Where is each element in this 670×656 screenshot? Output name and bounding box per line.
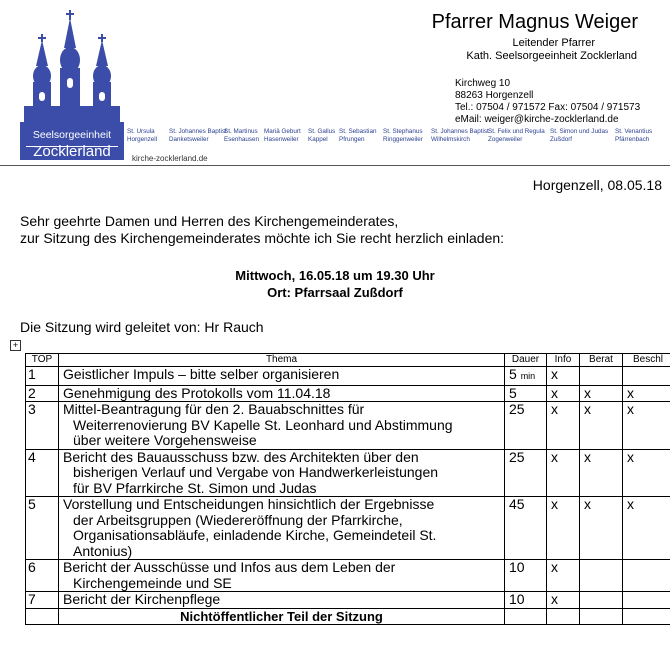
parish-item: St. Gallus Kappel bbox=[308, 128, 336, 143]
parish-item: St. Johannes Baptist Danketsweiler bbox=[169, 128, 227, 143]
topic-line: Antonius) bbox=[73, 542, 133, 559]
address-phone: Tel.: 07504 / 971572 Fax: 07504 / 971573 bbox=[455, 102, 641, 113]
berat-mark bbox=[580, 560, 623, 592]
info-mark: x bbox=[547, 367, 580, 386]
col-beschl: Beschl bbox=[623, 354, 670, 367]
duration bbox=[505, 497, 547, 560]
table-row bbox=[26, 385, 670, 402]
parish-item: St. Stephanus Ringgenweiler bbox=[383, 128, 423, 143]
duration-unit: min bbox=[520, 371, 536, 381]
duration bbox=[505, 560, 547, 592]
berat-mark: x bbox=[580, 497, 623, 560]
berat-mark: x bbox=[580, 385, 623, 402]
section-empty-cell bbox=[623, 608, 670, 625]
top-number: 3 bbox=[26, 402, 59, 450]
parish-item: St. Martinus Esenhausen bbox=[224, 128, 260, 143]
header-divider bbox=[0, 165, 670, 166]
top-number: 2 bbox=[26, 385, 59, 402]
topic-line: Genehmigung des Protokolls vom 11.04.18 bbox=[63, 384, 331, 401]
beschl-mark bbox=[623, 367, 670, 386]
table-move-handle-icon[interactable]: + bbox=[10, 340, 21, 351]
topic-text bbox=[59, 367, 505, 386]
topic-line: bisherigen Verlauf und Vergabe von Handwerkerleistungen bbox=[73, 464, 439, 480]
agenda-table bbox=[25, 353, 670, 625]
parish-item: St. Simon und Judas Zußdorf bbox=[550, 128, 609, 143]
section-empty-cell bbox=[547, 608, 580, 625]
topic-text bbox=[59, 385, 505, 402]
duration bbox=[505, 449, 547, 497]
top-number: 6 bbox=[26, 560, 59, 592]
top-number: 7 bbox=[26, 592, 59, 609]
table-row bbox=[26, 367, 670, 386]
info-mark: x bbox=[547, 402, 580, 450]
topic-text bbox=[59, 560, 505, 592]
parish-item: St. Venantius Pfärrenbach bbox=[615, 128, 653, 143]
top-number: 4 bbox=[26, 449, 59, 497]
pastoral-unit: Kath. Seelsorgeeinheit Zocklerland bbox=[466, 50, 637, 62]
beschl-mark bbox=[623, 592, 670, 609]
topic-text bbox=[59, 592, 505, 609]
address-street: Kirchweg 10 bbox=[455, 78, 511, 89]
info-mark: x bbox=[547, 449, 580, 497]
table-header-row bbox=[26, 354, 670, 367]
col-thema: Thema bbox=[59, 354, 505, 367]
parish-item: St. Felix und Regula Zogenweiler bbox=[488, 128, 545, 143]
col-top: TOP bbox=[26, 354, 59, 367]
table-row bbox=[26, 497, 670, 560]
topic-line: für BV Pfarrkirche St. Simon und Judas bbox=[73, 479, 317, 496]
top-number: 1 bbox=[26, 367, 59, 386]
greeting bbox=[20, 213, 504, 247]
col-berat: Berat bbox=[580, 354, 623, 367]
topic-line: Bericht des Bauausschuss bzw. des Architekten über den bbox=[63, 448, 419, 465]
topic-line: Kirchengemeinde und SE bbox=[73, 574, 232, 591]
topic-line: Bericht der Kirchenpflege bbox=[63, 591, 221, 607]
section-empty-cell bbox=[505, 608, 547, 625]
parish-item: St. Ursula Horgenzell bbox=[127, 128, 158, 143]
section-top-cell bbox=[26, 608, 59, 625]
table-row bbox=[26, 402, 670, 450]
berat-mark bbox=[580, 592, 623, 609]
duration-value: 10 bbox=[509, 591, 525, 607]
beschl-mark: x bbox=[623, 402, 670, 450]
col-info: Info bbox=[547, 354, 580, 367]
logo-line1: Seelsorgeeinheit bbox=[32, 129, 112, 141]
table-row bbox=[26, 592, 670, 609]
website-link[interactable]: kirche-zocklerland.de bbox=[132, 154, 208, 163]
pastor-name: Pfarrer Magnus Weiger bbox=[431, 11, 638, 33]
topic-text bbox=[59, 497, 505, 560]
duration-value: 5 bbox=[509, 366, 517, 382]
section-empty-cell bbox=[580, 608, 623, 625]
topic-text bbox=[59, 449, 505, 497]
pastor-role: Leitender Pfarrer bbox=[512, 37, 595, 49]
topic-line: Weiterrenovierung BV Kapelle St. Leonhard und Abstimmung bbox=[73, 416, 453, 433]
info-mark: x bbox=[547, 592, 580, 609]
beschl-mark bbox=[623, 560, 670, 592]
parish-list bbox=[127, 128, 667, 150]
letter-date: Horgenzell, 08.05.18 bbox=[532, 177, 662, 193]
parish-item: St. Johannes Baptist Wilhelmskirch bbox=[431, 128, 489, 143]
duration bbox=[505, 385, 547, 402]
top-number: 5 bbox=[26, 497, 59, 560]
greeting-line: Sehr geehrte Damen und Herren des Kirchengemeinderates, bbox=[20, 213, 399, 229]
beschl-mark: x bbox=[623, 449, 670, 497]
duration bbox=[505, 367, 547, 386]
table-row bbox=[26, 449, 670, 497]
parish-item: Mariä Geburt Hasenweiler bbox=[264, 128, 301, 143]
duration bbox=[505, 402, 547, 450]
topic-line: Mittel-Beantragung für den 2. Bauabschnittes für bbox=[63, 401, 365, 417]
info-mark: x bbox=[547, 560, 580, 592]
duration-value: 25 bbox=[509, 401, 525, 417]
address-city: 88263 Horgenzell bbox=[455, 90, 534, 101]
topic-line: Organisationsabläufe, einladende Kirche, Gemeindeteil St. bbox=[73, 527, 437, 543]
topic-line: über weitere Vorgehensweise bbox=[73, 432, 257, 448]
meeting-when: Mittwoch, 16.05.18 um 19.30 Uhr bbox=[235, 268, 435, 283]
berat-mark: x bbox=[580, 449, 623, 497]
address-email: eMail: weiger@kirche-zocklerland.de bbox=[455, 114, 619, 125]
topic-line: der Arbeitsgruppen (Wiedereröffnung der Pfarrkirche, bbox=[73, 511, 403, 528]
topic-text bbox=[59, 402, 505, 450]
parish-logo bbox=[20, 10, 124, 160]
section-row bbox=[26, 608, 670, 625]
meeting-where: Ort: Pfarrsaal Zußdorf bbox=[267, 285, 403, 300]
beschl-mark: x bbox=[623, 497, 670, 560]
section-title: Nichtöffentlicher Teil der Sitzung bbox=[59, 608, 505, 625]
berat-mark: x bbox=[580, 402, 623, 450]
topic-line: Bericht der Ausschüsse und Infos aus dem Leben der bbox=[63, 559, 396, 575]
duration-value: 10 bbox=[509, 559, 525, 575]
topic-line: Geistlicher Impuls – bitte selber organisieren bbox=[63, 366, 340, 382]
table-row bbox=[26, 560, 670, 592]
beschl-mark: x bbox=[623, 385, 670, 402]
parish-item: St. Sebastian Pfrungen bbox=[339, 128, 377, 143]
info-mark: x bbox=[547, 385, 580, 402]
duration-value: 45 bbox=[509, 496, 525, 512]
meeting-leader: Die Sitzung wird geleitet von: Hr Rauch bbox=[20, 319, 264, 335]
greeting-line: zur Sitzung des Kirchengemeinderates möchte ich Sie recht herzlich einladen: bbox=[20, 230, 505, 246]
duration-value: 25 bbox=[509, 448, 525, 465]
duration bbox=[505, 592, 547, 609]
info-mark: x bbox=[547, 497, 580, 560]
berat-mark bbox=[580, 367, 623, 386]
col-dauer: Dauer bbox=[505, 354, 547, 367]
logo-line2: Zocklerland bbox=[33, 143, 111, 160]
duration-value: 5 bbox=[509, 384, 517, 401]
topic-line: Vorstellung und Entscheidungen hinsichtlich der Ergebnisse bbox=[63, 496, 435, 512]
